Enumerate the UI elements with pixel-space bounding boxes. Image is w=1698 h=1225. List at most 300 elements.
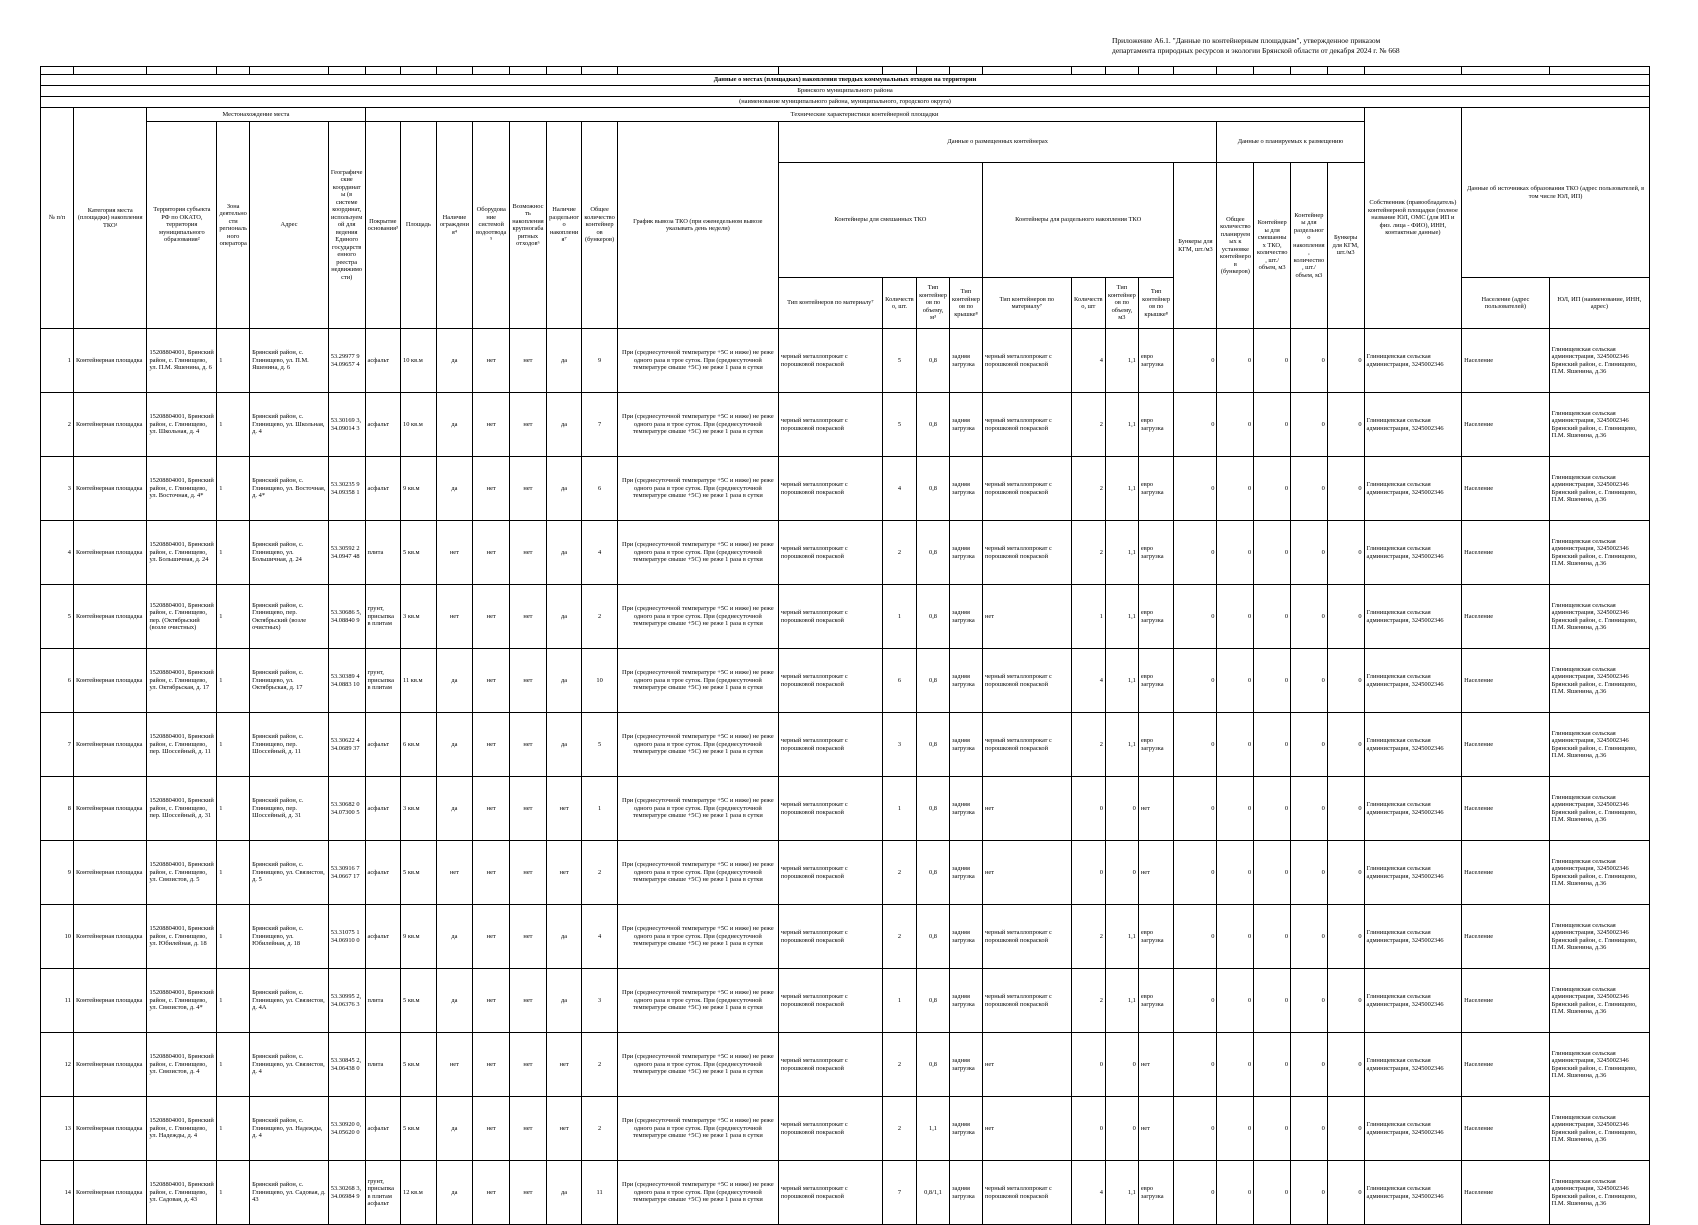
row-bulky: нет <box>510 969 547 1033</box>
row-material: черный металлопрокат с порошковой покраской <box>778 713 882 777</box>
row-total: 1 <box>582 777 618 841</box>
row-volume: 0,8 <box>917 969 950 1033</box>
row-territory: 15208804001, Брянский район, с. Глинищево, пер. Шоссейный, д. 31 <box>147 777 217 841</box>
row-address: Брянский район, с. Глинищево, ул. Садовая, д. 43 <box>250 1161 329 1225</box>
row-owner: Глинищевская сельская администрация, 3245002346 <box>1364 841 1462 905</box>
row-fence: нет <box>436 585 473 649</box>
row-plan-sep: 0 <box>1291 521 1328 585</box>
row-total: 3 <box>582 969 618 1033</box>
row-number: 14 <box>41 1161 74 1225</box>
row-number: 13 <box>41 1097 74 1161</box>
header-total: Общее количество контейнеров (бункеров) <box>582 122 618 329</box>
row-plan-bunkers: 0 <box>1327 905 1364 969</box>
district-name: Брянского муниципального района <box>41 86 1650 97</box>
row-volume-2: 1,1 <box>1105 329 1138 393</box>
row-surface: плита <box>365 969 401 1033</box>
row-total: 4 <box>582 521 618 585</box>
row-population: Население <box>1462 841 1549 905</box>
row-territory: 15208804001, Брянский район, с. Глинищево, ул. Юбилейная, д. 18 <box>147 905 217 969</box>
row-schedule: При (среднесуточной температуре +5С и ниже) не реже одного раза в трое суток. При (среднесуточной температуре свыше +5С) не реже 1 раза в сутки <box>617 521 778 585</box>
row-plan-total: 0 <box>1217 521 1254 585</box>
row-address: Брянский район, с. Глинищево, ул. Надежды, д. 4 <box>250 1097 329 1161</box>
row-plan-sep: 0 <box>1291 457 1328 521</box>
row-qty-2: 1 <box>1071 585 1105 649</box>
header-plan-mixed: Контейнеры для смешанных ТКО, количество, шт./объем, м3 <box>1254 163 1291 329</box>
row-volume: 0,8 <box>917 1033 950 1097</box>
row-drain: нет <box>473 905 510 969</box>
row-plan-sep: 0 <box>1291 905 1328 969</box>
row-volume-2: 1,1 <box>1105 521 1138 585</box>
row-qty-2: 4 <box>1071 329 1105 393</box>
register-table <box>40 66 1650 1225</box>
row-area: 5 кв.м <box>401 521 437 585</box>
row-material: черный металлопрокат с порошковой покраской <box>778 841 882 905</box>
row-total: 6 <box>582 457 618 521</box>
row-number: 6 <box>41 649 74 713</box>
row-territory: 15208804001, Брянский район, с. Глинищево, ул. Связистов, д. 4 <box>147 1033 217 1097</box>
row-bunkers: 0 <box>1174 1033 1217 1097</box>
row-category: Контейнерная площадка <box>73 585 147 649</box>
row-qty-2: 4 <box>1071 1161 1105 1225</box>
row-bulky: нет <box>510 777 547 841</box>
row-legal-entities: Глинищевская сельская администрация, 3245002346 Брянский район, с. Глинищево, П.М. Яшенина, д.36 <box>1549 1161 1649 1225</box>
row-total: 2 <box>582 585 618 649</box>
row-zone: 1 <box>217 777 250 841</box>
group-location: Местонахождение места <box>147 108 365 122</box>
row-volume-2: 1,1 <box>1105 649 1138 713</box>
row-volume: 0,8 <box>917 521 950 585</box>
header-schedule: График вывоза ТКО (при еженедельном вывозе указывать день недели) <box>617 122 778 329</box>
row-drain: нет <box>473 1161 510 1225</box>
document-title: Данные о местах (площадках) накопления твердых коммунальных отходов на территории <box>41 75 1650 86</box>
table-row <box>41 329 1650 393</box>
row-qty: 1 <box>882 969 916 1033</box>
row-total: 10 <box>582 649 618 713</box>
row-material-2: черный металлопрокат с порошковой покраской <box>982 713 1071 777</box>
header-material: Тип контейнеров по материалу⁷ <box>778 278 882 329</box>
row-plan-sep: 0 <box>1291 393 1328 457</box>
row-total: 7 <box>582 393 618 457</box>
row-number: 7 <box>41 713 74 777</box>
row-total: 9 <box>582 329 618 393</box>
row-drain: нет <box>473 777 510 841</box>
header-lid-2: Тип контейнеров по крышке⁸ <box>1138 278 1174 329</box>
row-volume-2: 0 <box>1105 777 1138 841</box>
row-population: Население <box>1462 521 1549 585</box>
row-category: Контейнерная площадка <box>73 329 147 393</box>
row-fence: да <box>436 777 473 841</box>
row-qty-2: 2 <box>1071 905 1105 969</box>
row-plan-sep: 0 <box>1291 841 1328 905</box>
row-geo: 53.30389 4 34.0883 10 <box>328 649 365 713</box>
row-volume: 0,8 <box>917 713 950 777</box>
row-separate: да <box>546 329 582 393</box>
table-row <box>41 1033 1650 1097</box>
row-bunkers: 0 <box>1174 393 1217 457</box>
row-lid-2: евро загрузка <box>1138 649 1174 713</box>
row-qty: 3 <box>882 713 916 777</box>
header-separate: Наличие раздельного накопления⁷ <box>546 122 582 329</box>
table-row <box>41 777 1650 841</box>
row-plan-bunkers: 0 <box>1327 1161 1364 1225</box>
row-material-2: черный металлопрокат с порошковой покраской <box>982 329 1071 393</box>
row-zone: 1 <box>217 969 250 1033</box>
row-legal-entities: Глинищевская сельская администрация, 3245002346 Брянский район, с. Глинищево, П.М. Яшенина, д.36 <box>1549 393 1649 457</box>
row-owner: Глинищевская сельская администрация, 3245002346 <box>1364 585 1462 649</box>
row-separate: да <box>546 393 582 457</box>
header-address: Адрес <box>250 122 329 329</box>
row-material: черный металлопрокат с порошковой покраской <box>778 1033 882 1097</box>
row-material-2: нет <box>982 1097 1071 1161</box>
row-plan-mixed: 0 <box>1254 457 1291 521</box>
header-material-2: Тип контейнеров по материалу⁷ <box>982 278 1071 329</box>
row-drain: нет <box>473 969 510 1033</box>
row-population: Население <box>1462 585 1549 649</box>
row-surface: асфальт <box>365 841 401 905</box>
table-row <box>41 1097 1650 1161</box>
row-address: Брянский район, с. Глинищево, пер. Октябрьский (возле очистных) <box>250 585 329 649</box>
row-fence: да <box>436 649 473 713</box>
row-qty: 4 <box>882 457 916 521</box>
row-legal-entities: Глинищевская сельская администрация, 3245002346 Брянский район, с. Глинищево, П.М. Яшенина, д.36 <box>1549 521 1649 585</box>
row-volume: 0,8 <box>917 777 950 841</box>
row-area: 10 кв.м <box>401 329 437 393</box>
row-qty: 2 <box>882 841 916 905</box>
row-volume: 1,1 <box>917 1097 950 1161</box>
table-row <box>41 969 1650 1033</box>
row-zone: 1 <box>217 905 250 969</box>
row-category: Контейнерная площадка <box>73 777 147 841</box>
row-geo: 53.30920 0, 34.05620 0 <box>328 1097 365 1161</box>
row-drain: нет <box>473 457 510 521</box>
row-category: Контейнерная площадка <box>73 969 147 1033</box>
row-category: Контейнерная площадка <box>73 841 147 905</box>
row-owner: Глинищевская сельская администрация, 3245002346 <box>1364 1097 1462 1161</box>
row-plan-sep: 0 <box>1291 585 1328 649</box>
row-population: Население <box>1462 329 1549 393</box>
row-volume-2: 1,1 <box>1105 585 1138 649</box>
row-material: черный металлопрокат с порошковой покраской <box>778 393 882 457</box>
row-lid-2: евро загрузка <box>1138 905 1174 969</box>
row-geo: 53.30268 3, 34.06984 9 <box>328 1161 365 1225</box>
row-qty-2: 0 <box>1071 777 1105 841</box>
row-legal-entities: Глинищевская сельская администрация, 3245002346 Брянский район, с. Глинищево, П.М. Яшенина, д.36 <box>1549 841 1649 905</box>
row-plan-sep: 0 <box>1291 777 1328 841</box>
row-plan-mixed: 0 <box>1254 1033 1291 1097</box>
row-volume-2: 1,1 <box>1105 1161 1138 1225</box>
row-area: 5 кв.м <box>401 841 437 905</box>
row-fence: да <box>436 1161 473 1225</box>
table-row <box>41 585 1650 649</box>
row-schedule: При (среднесуточной температуре +5С и ниже) не реже одного раза в трое суток. При (среднесуточной температуре свыше +5С) не реже 1 раза в сутки <box>617 841 778 905</box>
row-surface: асфальт <box>365 1097 401 1161</box>
row-separate: нет <box>546 777 582 841</box>
row-legal-entities: Глинищевская сельская администрация, 3245002346 Брянский район, с. Глинищево, П.М. Яшенина, д.36 <box>1549 777 1649 841</box>
row-number: 11 <box>41 969 74 1033</box>
row-volume: 0,8 <box>917 841 950 905</box>
row-plan-total: 0 <box>1217 457 1254 521</box>
row-drain: нет <box>473 649 510 713</box>
row-legal-entities: Глинищевская сельская администрация, 3245002346 Брянский район, с. Глинищево, П.М. Яшенина, д.36 <box>1549 1097 1649 1161</box>
row-material-2: нет <box>982 1033 1071 1097</box>
row-geo: 53.30995 2, 34.06376 3 <box>328 969 365 1033</box>
header-population: Население (адрес пользователей) <box>1462 278 1549 329</box>
row-fence: нет <box>436 841 473 905</box>
row-surface: плита <box>365 1033 401 1097</box>
row-volume: 0,8/1,1 <box>917 1161 950 1225</box>
row-qty: 6 <box>882 649 916 713</box>
row-area: 5 кв.м <box>401 1033 437 1097</box>
row-geo: 53.31075 1 34.06910 0 <box>328 905 365 969</box>
row-lid-2: евро загрузка <box>1138 521 1174 585</box>
header-category: Категория места (площадки) накопления ТКО¹ <box>73 108 147 329</box>
row-volume: 0,8 <box>917 457 950 521</box>
row-plan-mixed: 0 <box>1254 969 1291 1033</box>
header-qty-2: Количество, шт <box>1071 278 1105 329</box>
header-drain: Оборудование системой водоотвода⁵ <box>473 122 510 329</box>
row-material-2: черный металлопрокат с порошковой покраской <box>982 521 1071 585</box>
row-zone: 1 <box>217 713 250 777</box>
row-territory: 15208804001, Брянский район, с. Глинищево, пер. Шоссейный, д. 11 <box>147 713 217 777</box>
row-plan-sep: 0 <box>1291 329 1328 393</box>
row-address: Брянский район, с. Глинищево, ул. Большичная, д. 24 <box>250 521 329 585</box>
table-row <box>41 457 1650 521</box>
row-territory: 15208804001, Брянский район, с. Глинищево, ул. Большичная, д. 24 <box>147 521 217 585</box>
row-plan-mixed: 0 <box>1254 585 1291 649</box>
row-schedule: При (среднесуточной температуре +5С и ниже) не реже одного раза в трое суток. При (среднесуточной температуре свыше +5С) не реже 1 раза в сутки <box>617 585 778 649</box>
row-category: Контейнерная площадка <box>73 521 147 585</box>
row-plan-total: 0 <box>1217 969 1254 1033</box>
row-bulky: нет <box>510 649 547 713</box>
row-qty: 5 <box>882 329 916 393</box>
row-owner: Глинищевская сельская администрация, 3245002346 <box>1364 457 1462 521</box>
row-zone: 1 <box>217 649 250 713</box>
row-fence: да <box>436 457 473 521</box>
row-geo: 53.30592 2 34.0947 48 <box>328 521 365 585</box>
header-mixed: Контейнеры для смешанных ТКО <box>778 163 982 278</box>
row-lid: задняя загрузка <box>950 457 983 521</box>
header-volume: Тип контейнеров по объему, м³ <box>917 278 950 329</box>
row-bulky: нет <box>510 1033 547 1097</box>
table-row <box>41 521 1650 585</box>
row-area: 11 кв.м <box>401 649 437 713</box>
row-drain: нет <box>473 329 510 393</box>
row-bulky: нет <box>510 1097 547 1161</box>
row-lid: задняя загрузка <box>950 393 983 457</box>
row-category: Контейнерная площадка <box>73 649 147 713</box>
header-sep-containers: Контейнеры для раздельного накопления ТКО <box>982 163 1173 278</box>
row-material: черный металлопрокат с порошковой покраской <box>778 905 882 969</box>
row-lid: задняя загрузка <box>950 969 983 1033</box>
row-population: Население <box>1462 1161 1549 1225</box>
row-plan-total: 0 <box>1217 585 1254 649</box>
header-territory: Территория субъекта РФ по ОКАТО, территория муниципального образования² <box>147 122 217 329</box>
row-schedule: При (среднесуточной температуре +5С и ниже) не реже одного раза в трое суток. При (среднесуточной температуре свыше +5С) не реже 1 раза в сутки <box>617 329 778 393</box>
row-population: Население <box>1462 457 1549 521</box>
row-population: Население <box>1462 649 1549 713</box>
table-row <box>41 905 1650 969</box>
row-plan-bunkers: 0 <box>1327 649 1364 713</box>
row-volume-2: 0 <box>1105 1097 1138 1161</box>
row-number: 1 <box>41 329 74 393</box>
row-bulky: нет <box>510 841 547 905</box>
row-material-2: черный металлопрокат с порошковой покраской <box>982 969 1071 1033</box>
row-zone: 1 <box>217 457 250 521</box>
row-category: Контейнерная площадка <box>73 457 147 521</box>
header-geo: Географические координаты (в системе координат, используемой для ведения Единого государственного реестра недвижимости) <box>328 122 365 329</box>
row-material: черный металлопрокат с порошковой покраской <box>778 521 882 585</box>
row-plan-mixed: 0 <box>1254 1097 1291 1161</box>
header-volume-2: Тип контейнеров по объему, м3 <box>1105 278 1138 329</box>
row-fence: нет <box>436 1033 473 1097</box>
row-bunkers: 0 <box>1174 649 1217 713</box>
row-lid-2: евро загрузка <box>1138 585 1174 649</box>
row-separate: да <box>546 969 582 1033</box>
row-population: Население <box>1462 969 1549 1033</box>
table-body <box>41 329 1650 1225</box>
table-row <box>41 1161 1650 1225</box>
row-separate: да <box>546 1161 582 1225</box>
header-legal-entities: ЮЛ, ИП (наименование, ИНН, адрес) <box>1549 278 1649 329</box>
row-number: 10 <box>41 905 74 969</box>
row-category: Контейнерная площадка <box>73 393 147 457</box>
row-surface: асфальт <box>365 329 401 393</box>
row-total: 2 <box>582 1033 618 1097</box>
header-lid: Тип контейнеров по крышке⁸ <box>950 278 983 329</box>
row-area: 3 кв.м <box>401 777 437 841</box>
row-legal-entities: Глинищевская сельская администрация, 3245002346 Брянский район, с. Глинищево, П.М. Яшенина, д.36 <box>1549 649 1649 713</box>
row-bulky: нет <box>510 713 547 777</box>
appendix-line-2: департамента природных ресурсов и экологии Брянской области от декабря 2024 г. № 668 <box>1112 46 1400 55</box>
row-separate: нет <box>546 841 582 905</box>
row-separate: да <box>546 649 582 713</box>
row-category: Контейнерная площадка <box>73 1097 147 1161</box>
row-number: 5 <box>41 585 74 649</box>
row-material-2: черный металлопрокат с порошковой покраской <box>982 393 1071 457</box>
row-zone: 1 <box>217 329 250 393</box>
row-plan-total: 0 <box>1217 841 1254 905</box>
row-surface: грунт, присыпка в плитам асфальт <box>365 1161 401 1225</box>
row-volume-2: 0 <box>1105 841 1138 905</box>
row-material: черный металлопрокат с порошковой покраской <box>778 649 882 713</box>
row-zone: 1 <box>217 585 250 649</box>
row-lid: задняя загрузка <box>950 329 983 393</box>
row-drain: нет <box>473 1033 510 1097</box>
row-lid: задняя загрузка <box>950 713 983 777</box>
row-territory: 15208804001, Брянский район, с. Глинищево, ул. Садовая, д. 43 <box>147 1161 217 1225</box>
row-separate: да <box>546 713 582 777</box>
row-area: 12 кв.м <box>401 1161 437 1225</box>
header-bunkers: Бункеры для КГМ, шт./м3 <box>1174 163 1217 329</box>
row-plan-total: 0 <box>1217 1097 1254 1161</box>
row-fence: да <box>436 329 473 393</box>
row-plan-mixed: 0 <box>1254 521 1291 585</box>
row-separate: да <box>546 521 582 585</box>
group-tech: Технические характеристики контейнерной площадки <box>365 108 1364 122</box>
row-area: 10 кв.м <box>401 393 437 457</box>
row-total: 2 <box>582 841 618 905</box>
row-number: 8 <box>41 777 74 841</box>
row-separate: нет <box>546 1033 582 1097</box>
row-lid: задняя загрузка <box>950 1097 983 1161</box>
row-number: 9 <box>41 841 74 905</box>
row-area: 5 кв.м <box>401 1097 437 1161</box>
row-bunkers: 0 <box>1174 329 1217 393</box>
row-schedule: При (среднесуточной температуре +5С и ниже) не реже одного раза в трое суток. При (среднесуточной температуре свыше +5С) не реже 1 раза в сутки <box>617 1097 778 1161</box>
row-area: 9 кв.м <box>401 905 437 969</box>
row-zone: 1 <box>217 841 250 905</box>
row-legal-entities: Глинищевская сельская администрация, 3245002346 Брянский район, с. Глинищево, П.М. Яшенина, д.36 <box>1549 969 1649 1033</box>
row-lid: задняя загрузка <box>950 905 983 969</box>
header-plan-bunkers: Бункеры для КГМ, шт./м3 <box>1327 163 1364 329</box>
row-material-2: нет <box>982 841 1071 905</box>
row-material: черный металлопрокат с порошковой покраской <box>778 969 882 1033</box>
row-plan-sep: 0 <box>1291 713 1328 777</box>
row-lid: задняя загрузка <box>950 585 983 649</box>
row-qty: 2 <box>882 905 916 969</box>
row-bunkers: 0 <box>1174 521 1217 585</box>
row-legal-entities: Глинищевская сельская администрация, 3245002346 Брянский район, с. Глинищево, П.М. Яшенина, д.36 <box>1549 329 1649 393</box>
row-material: черный металлопрокат с порошковой покраской <box>778 329 882 393</box>
row-address: Брянский район, с. Глинищево, ул. Связистов, д. 5 <box>250 841 329 905</box>
row-population: Население <box>1462 713 1549 777</box>
row-plan-bunkers: 0 <box>1327 969 1364 1033</box>
row-fence: нет <box>436 521 473 585</box>
row-area: 3 кв.м <box>401 585 437 649</box>
row-separate: нет <box>546 1097 582 1161</box>
table-row <box>41 841 1650 905</box>
row-plan-total: 0 <box>1217 777 1254 841</box>
row-schedule: При (среднесуточной температуре +5С и ниже) не реже одного раза в трое суток. При (среднесуточной температуре свыше +5С) не реже 1 раза в сутки <box>617 777 778 841</box>
row-legal-entities: Глинищевская сельская администрация, 3245002346 Брянский район, с. Глинищево, П.М. Яшенина, д.36 <box>1549 585 1649 649</box>
header-plan-sep: Контейнеры для раздельного накопления, количество, шт./объем, м3 <box>1291 163 1328 329</box>
row-lid: задняя загрузка <box>950 1161 983 1225</box>
row-schedule: При (среднесуточной температуре +5С и ниже) не реже одного раза в трое суток. При (среднесуточной температуре свыше +5С) не реже 1 раза в сутки <box>617 905 778 969</box>
header-zone: Зона деятельности регионального оператора <box>217 122 250 329</box>
row-legal-entities: Глинищевская сельская администрация, 3245002346 Брянский район, с. Глинищево, П.М. Яшенина, д.36 <box>1549 457 1649 521</box>
row-lid-2: евро загрузка <box>1138 457 1174 521</box>
row-lid-2: евро загрузка <box>1138 969 1174 1033</box>
row-qty: 2 <box>882 521 916 585</box>
row-owner: Глинищевская сельская администрация, 3245002346 <box>1364 329 1462 393</box>
row-zone: 1 <box>217 1097 250 1161</box>
row-address: Брянский район, с. Глинищево, ул. Школьная, д. 4 <box>250 393 329 457</box>
row-lid: задняя загрузка <box>950 649 983 713</box>
row-drain: нет <box>473 1097 510 1161</box>
row-bunkers: 0 <box>1174 969 1217 1033</box>
row-schedule: При (среднесуточной температуре +5С и ниже) не реже одного раза в трое суток. При (среднесуточной температуре свыше +5С) не реже 1 раза в сутки <box>617 649 778 713</box>
header-plan-total: Общее количество планируемых к установке контейнеров (бункеров) <box>1217 163 1254 329</box>
row-legal-entities: Глинищевская сельская администрация, 3245002346 Брянский район, с. Глинищево, П.М. Яшенина, д.36 <box>1549 905 1649 969</box>
row-address: Брянский район, с. Глинищево, ул. П.М. Яшенина, д. 6 <box>250 329 329 393</box>
row-drain: нет <box>473 521 510 585</box>
row-bunkers: 0 <box>1174 713 1217 777</box>
header-area: Площадь <box>401 122 437 329</box>
row-population: Население <box>1462 905 1549 969</box>
row-owner: Глинищевская сельская администрация, 3245002346 <box>1364 1161 1462 1225</box>
table-row <box>41 649 1650 713</box>
row-zone: 1 <box>217 1161 250 1225</box>
row-geo: 53.30916 7 34.0667 17 <box>328 841 365 905</box>
row-qty-2: 0 <box>1071 1033 1105 1097</box>
row-owner: Глинищевская сельская администрация, 3245002346 <box>1364 1033 1462 1097</box>
row-area: 5 кв.м <box>401 969 437 1033</box>
row-volume: 0,8 <box>917 329 950 393</box>
row-plan-mixed: 0 <box>1254 393 1291 457</box>
header-qty: Количество, шт. <box>882 278 916 329</box>
row-separate: да <box>546 457 582 521</box>
row-volume-2: 1,1 <box>1105 905 1138 969</box>
